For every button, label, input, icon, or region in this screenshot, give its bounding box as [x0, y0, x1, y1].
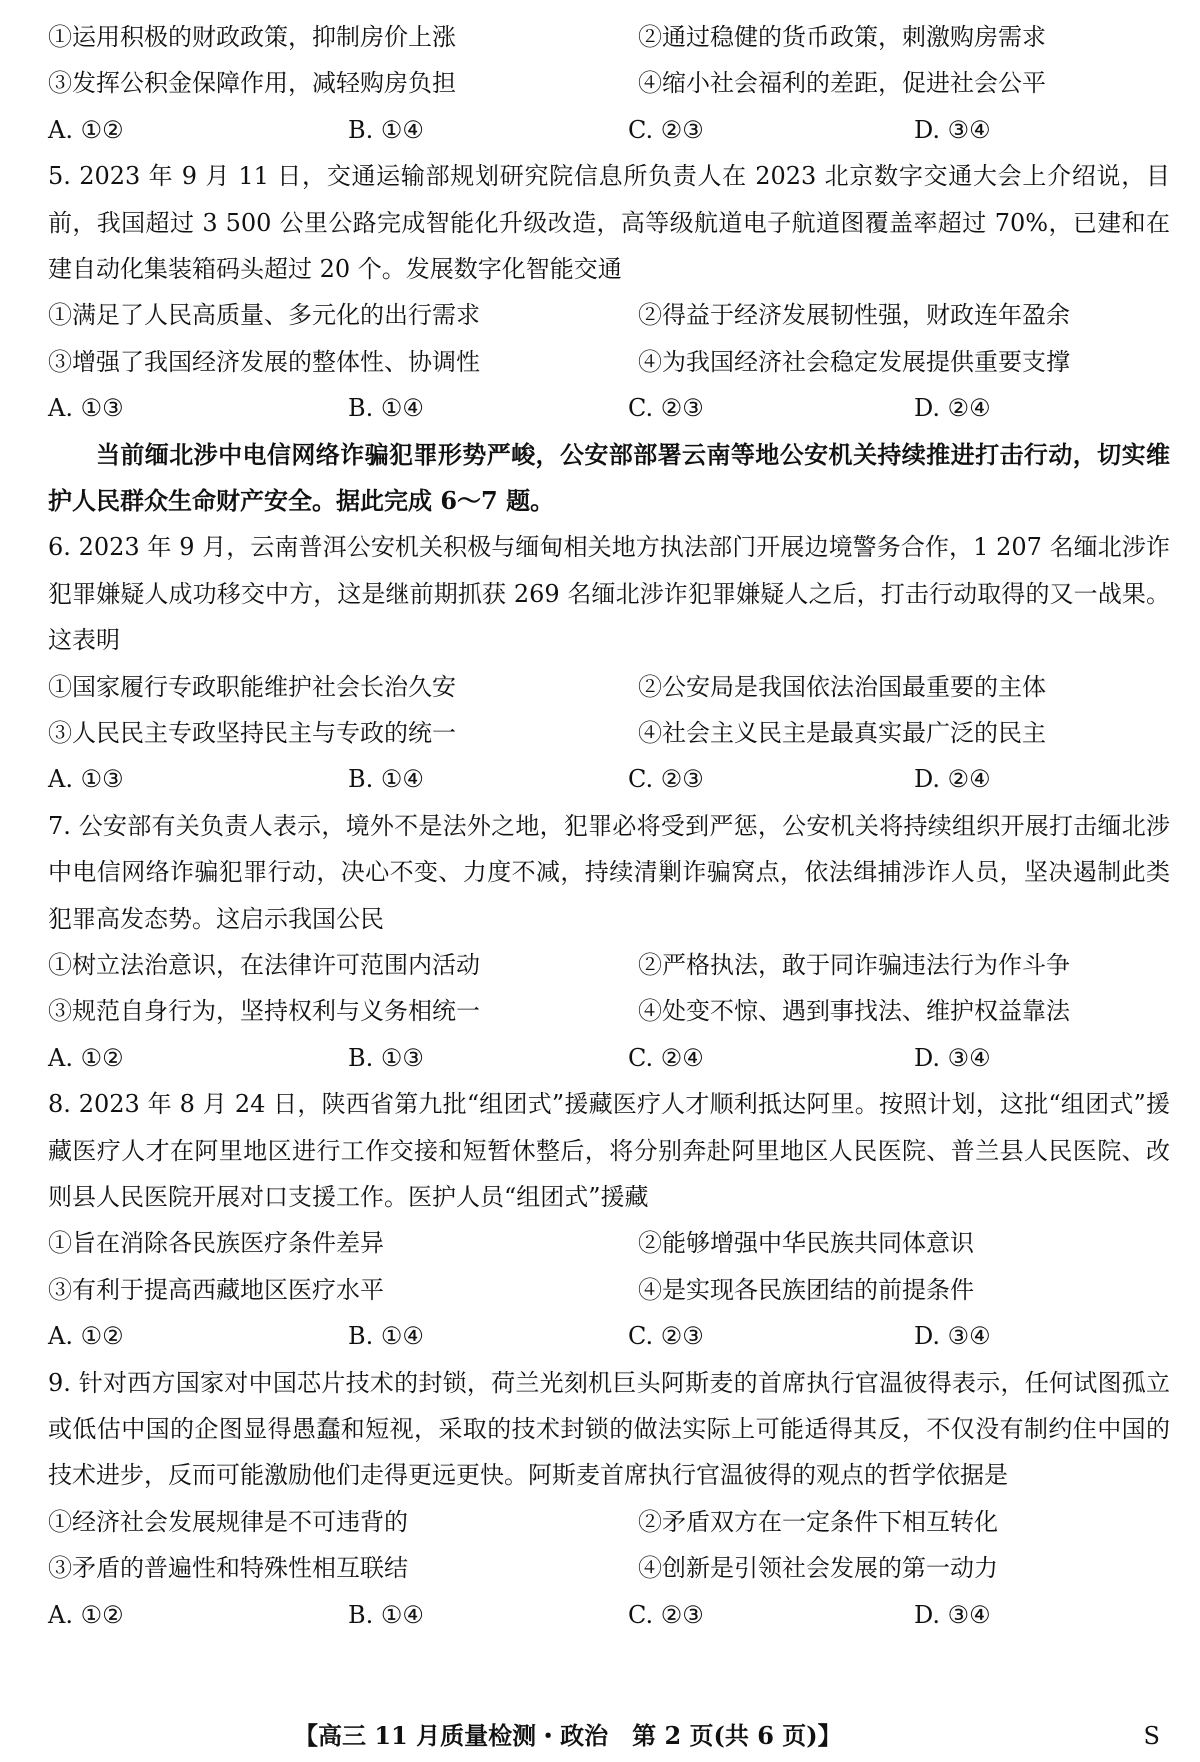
- answer-b: B. ①④: [348, 765, 424, 794]
- answer-c: C. ②③: [628, 1600, 704, 1629]
- answer-a: A. ①③: [48, 765, 124, 794]
- answer-c: C. ②④: [628, 1043, 704, 1072]
- question-8: [48, 1081, 1170, 1359]
- option-2: ②矛盾双方在一定条件下相互转化: [638, 1507, 998, 1536]
- option-4: ④是实现各民族团结的前提条件: [638, 1275, 974, 1304]
- answer-choices: [48, 107, 1170, 153]
- answer-choices: [48, 1313, 1170, 1359]
- answer-c: C. ②③: [628, 1322, 704, 1351]
- page-footer: [0, 1716, 1200, 1756]
- option-2: ②得益于经济发展韧性强，财政连年盈余: [638, 301, 1070, 330]
- question-stem: 7. 公安部有关负责人表示，境外不是法外之地，犯罪必将受到严惩，公安机关将持续组织开展打击缅北涉中电信网络诈骗犯罪行动，决心不变、力度不减，持续清剿诈骗窝点，依法缉捕涉诈人员，坚决遏制此类犯罪高发态势。这启示我国公民: [48, 811, 1170, 933]
- answer-d: D. ②④: [914, 394, 991, 423]
- question-4-continued: [48, 14, 1170, 153]
- option-1: ①旨在消除各民族医疗条件差异: [48, 1229, 384, 1258]
- answer-a: A. ①②: [48, 115, 124, 144]
- question-5: [48, 153, 1170, 431]
- question-stem: 8. 2023 年 8 月 24 日，陕西省第九批“组团式”援藏医疗人才顺利抵达阿里。按照计划，这批“组团式”援藏医疗人才在阿里地区进行工作交接和短暂休整后，将分别奔赴阿里地区人民医院、普兰县人民医院、改则县人民医院开展对口支援工作。医护人员“组团式”援藏: [48, 1090, 1170, 1211]
- option-1: ①经济社会发展规律是不可违背的: [48, 1507, 408, 1536]
- option-2: ②能够增强中华民族共同体意识: [638, 1229, 974, 1258]
- footer-page-info: 【高三 11 月质量检测・政治 第 2 页(共 6 页)】: [294, 1721, 842, 1750]
- option-3: ③增强了我国经济发展的整体性、协调性: [48, 347, 480, 376]
- option-1: ①树立法治意识，在法律许可范围内活动: [48, 950, 480, 979]
- answer-b: B. ①④: [348, 394, 424, 423]
- answer-choices: [48, 1592, 1170, 1638]
- option-3: ③规范自身行为，坚持权利与义务相统一: [48, 997, 480, 1026]
- answer-choices: [48, 1035, 1170, 1081]
- footer-code: S: [1143, 1722, 1160, 1750]
- answer-choices: [48, 385, 1170, 431]
- question-stem: 5. 2023 年 9 月 11 日，交通运输部规划研究院信息所负责人在 2023 北京数字交通大会上介绍说，目前，我国超过 3 500 公里公路完成智能化升级改造，高等级航道电子航道图覆盖率超过 70%，已建和在建自动化集装箱码头超过 20 个。发展数字化智能交通: [48, 162, 1170, 283]
- question-7: [48, 803, 1170, 1081]
- option-1: ①满足了人民高质量、多元化的出行需求: [48, 301, 480, 330]
- answer-b: B. ①④: [348, 115, 424, 144]
- option-3: ③人民民主专政坚持民主与专政的统一: [48, 718, 456, 747]
- material-intro-6-7: [48, 432, 1170, 525]
- options-grid: [48, 292, 1170, 385]
- option-2: ②公安局是我国依法治国最重要的主体: [638, 672, 1046, 701]
- question-stem: 6. 2023 年 9 月，云南普洱公安机关积极与缅甸相关地方执法部门开展边境警务合作，1 207 名缅北涉诈犯罪嫌疑人成功移交中方，这是继前期抓获 269 名缅北涉诈犯罪嫌疑人之后，打击行动取得的又一战果。这表明: [48, 533, 1170, 655]
- option-1: ①国家履行专政职能维护社会长治久安: [48, 672, 456, 701]
- answer-d: D. ③④: [914, 1600, 991, 1629]
- answer-d: D. ②④: [914, 765, 991, 794]
- exam-page: [48, 14, 1170, 1638]
- option-4: ④处变不惊、遇到事找法、维护权益靠法: [638, 997, 1070, 1026]
- answer-a: A. ①②: [48, 1043, 124, 1072]
- option-3: ③发挥公积金保障作用，减轻购房负担: [48, 69, 456, 98]
- option-4: ④缩小社会福利的差距，促进社会公平: [638, 69, 1046, 98]
- options-grid: [48, 14, 1170, 107]
- options-grid: [48, 942, 1170, 1035]
- options-grid: [48, 1499, 1170, 1592]
- question-stem: 9. 针对西方国家对中国芯片技术的封锁，荷兰光刻机巨头阿斯麦的首席执行官温彼得表示，任何试图孤立或低估中国的企图显得愚蠢和短视，采取的技术封锁的做法实际上可能适得其反，不仅没有制约住中国的技术进步，反而可能激励他们走得更远更快。阿斯麦首席执行官温彼得的观点的哲学依据是: [48, 1368, 1170, 1490]
- option-3: ③有利于提高西藏地区医疗水平: [48, 1275, 384, 1304]
- option-4: ④社会主义民主是最真实最广泛的民主: [638, 718, 1046, 747]
- answer-choices: [48, 756, 1170, 802]
- answer-a: A. ①②: [48, 1600, 124, 1629]
- answer-d: D. ③④: [914, 115, 991, 144]
- answer-a: A. ①③: [48, 394, 124, 423]
- option-4: ④创新是引领社会发展的第一动力: [638, 1554, 998, 1583]
- options-grid: [48, 664, 1170, 757]
- answer-d: D. ③④: [914, 1322, 991, 1351]
- options-grid: [48, 1220, 1170, 1313]
- answer-b: B. ①④: [348, 1322, 424, 1351]
- option-1: ①运用积极的财政政策，抑制房价上涨: [48, 23, 456, 51]
- material-text: 当前缅北涉中电信网络诈骗犯罪形势严峻，公安部部署云南等地公安机关持续推进打击行动，切实维护人民群众生命财产安全。据此完成 6～7 题。: [48, 439, 1170, 515]
- answer-a: A. ①②: [48, 1322, 124, 1351]
- option-3: ③矛盾的普遍性和特殊性相互联结: [48, 1554, 408, 1583]
- question-9: [48, 1360, 1170, 1638]
- answer-b: B. ①④: [348, 1600, 424, 1629]
- answer-c: C. ②③: [628, 394, 704, 423]
- option-2: ②通过稳健的货币政策，刺激购房需求: [638, 23, 1046, 51]
- answer-c: C. ②③: [628, 765, 704, 794]
- answer-c: C. ②③: [628, 115, 704, 144]
- answer-d: D. ③④: [914, 1043, 991, 1072]
- question-6: [48, 524, 1170, 802]
- answer-b: B. ①③: [348, 1043, 424, 1072]
- option-4: ④为我国经济社会稳定发展提供重要支撑: [638, 347, 1070, 376]
- option-2: ②严格执法，敢于同诈骗违法行为作斗争: [638, 950, 1070, 979]
